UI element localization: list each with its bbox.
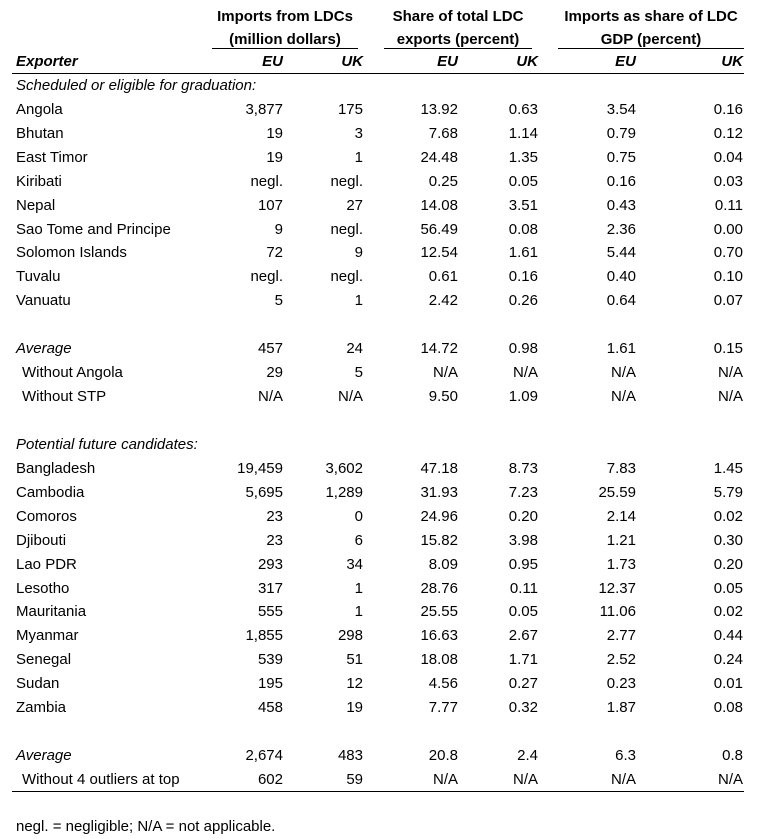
cell-imports-uk: 12: [346, 675, 363, 692]
cell-share-uk: 3.98: [508, 532, 538, 549]
cell-gdp-uk: 0.11: [714, 197, 743, 214]
cell-share-uk: 0.63: [508, 101, 538, 118]
cell-imports-uk: 6: [354, 532, 363, 549]
cell-imports-uk: 1: [354, 603, 363, 620]
row-name: Sudan: [16, 675, 60, 692]
cell-share-uk: 0.11: [509, 580, 538, 597]
cell-gdp-uk: 0.04: [713, 149, 743, 166]
table-row: [0, 672, 760, 696]
header-share: [384, 5, 532, 51]
cell-share-eu: 25.55: [420, 603, 458, 620]
cell-gdp-uk: N/A: [717, 364, 743, 381]
cell-imports-uk: 51: [346, 651, 363, 668]
cell-share-eu: 16.63: [420, 627, 458, 644]
cell-gdp-uk: 0.12: [713, 125, 743, 142]
cell-gdp-uk: 0.10: [713, 268, 743, 285]
cell-gdp-eu: 0.79: [606, 125, 636, 142]
cell-share-uk: 1.14: [508, 125, 538, 142]
cell-share-eu: N/A: [432, 364, 458, 381]
summary-row: [0, 768, 760, 792]
cell-share-uk: N/A: [512, 364, 538, 381]
cell-imports-eu: 539: [257, 651, 283, 668]
row-name: Djibouti: [16, 532, 67, 549]
header-imports-underline: [212, 48, 358, 49]
row-name: Angola: [16, 101, 63, 118]
cell-imports-eu: negl.: [250, 268, 283, 285]
row-name: Kiribati: [16, 173, 62, 190]
header-imports-eu: EU: [262, 53, 283, 70]
table-row: [0, 218, 760, 242]
cell-share-uk: 0.05: [508, 173, 538, 190]
header-gdp-line1: Imports as share of LDC: [564, 8, 738, 25]
cell-gdp-eu: 1.61: [606, 340, 636, 357]
cell-imports-eu: 9: [274, 221, 283, 238]
cell-gdp-uk: 0.44: [713, 627, 743, 644]
cell-imports-eu: 293: [257, 556, 283, 573]
cell-imports-uk: 5: [354, 364, 363, 381]
row-name: Cambodia: [16, 484, 85, 501]
cell-gdp-eu: 2.14: [606, 508, 636, 525]
cell-imports-eu: 5,695: [245, 484, 283, 501]
cell-share-eu: 24.48: [420, 149, 458, 166]
cell-gdp-uk: 0.70: [713, 244, 743, 261]
cell-share-eu: 15.82: [420, 532, 458, 549]
table-row: [0, 624, 760, 648]
cell-gdp-eu: N/A: [610, 388, 636, 405]
cell-gdp-eu: 7.83: [606, 460, 636, 477]
header-share-line2: exports (percent): [396, 31, 520, 48]
cell-gdp-eu: 1.21: [606, 532, 636, 549]
cell-gdp-eu: 5.44: [606, 244, 636, 261]
cell-share-uk: N/A: [512, 771, 538, 788]
cell-share-uk: 8.73: [508, 460, 538, 477]
cell-gdp-eu: 0.16: [606, 173, 636, 190]
cell-imports-uk: 34: [346, 556, 363, 573]
cell-share-uk: 0.95: [508, 556, 538, 573]
cell-share-uk: 1.35: [508, 149, 538, 166]
row-name: Vanuatu: [16, 292, 71, 309]
cell-share-uk: 0.98: [508, 340, 538, 357]
cell-imports-eu: 3,877: [245, 101, 283, 118]
cell-imports-uk: 24: [346, 340, 363, 357]
cell-gdp-eu: 0.23: [606, 675, 636, 692]
cell-imports-eu: 458: [257, 699, 283, 716]
cell-imports-uk: 59: [346, 771, 363, 788]
cell-imports-eu: N/A: [257, 388, 283, 405]
cell-share-uk: 7.23: [508, 484, 538, 501]
cell-imports-uk: 19: [346, 699, 363, 716]
cell-imports-eu: 23: [266, 532, 283, 549]
cell-gdp-eu: 0.43: [606, 197, 636, 214]
cell-gdp-eu: 0.40: [606, 268, 636, 285]
cell-share-eu: 24.96: [420, 508, 458, 525]
cell-gdp-uk: 0.02: [713, 508, 743, 525]
cell-share-eu: 18.08: [420, 651, 458, 668]
cell-gdp-uk: 0.24: [713, 651, 743, 668]
header-share-underline: [384, 48, 532, 49]
table-row: [0, 648, 760, 672]
cell-gdp-uk: 0.20: [713, 556, 743, 573]
cell-gdp-uk: 1.45: [713, 460, 743, 477]
header-share-line1: Share of total LDC: [392, 8, 524, 25]
row-name: Solomon Islands: [16, 244, 127, 261]
cell-share-eu: 31.93: [420, 484, 458, 501]
cell-gdp-uk: 0.00: [713, 221, 743, 238]
header-share-eu: EU: [437, 53, 458, 70]
summary-row: [0, 385, 760, 409]
header-gdp-line2: GDP (percent): [600, 31, 702, 48]
row-name: Average: [16, 340, 72, 357]
table-row: [0, 194, 760, 218]
cell-share-eu: N/A: [432, 771, 458, 788]
cell-share-uk: 2.67: [508, 627, 538, 644]
row-name: Without Angola: [22, 364, 123, 381]
table-row: [0, 170, 760, 194]
cell-imports-eu: 23: [266, 508, 283, 525]
row-name: Without 4 outliers at top: [22, 771, 180, 788]
cell-share-eu: 47.18: [420, 460, 458, 477]
cell-gdp-eu: N/A: [610, 771, 636, 788]
cell-imports-uk: N/A: [337, 388, 363, 405]
row-name: Average: [16, 747, 72, 764]
row-name: Sao Tome and Principe: [16, 221, 171, 238]
cell-share-eu: 0.25: [428, 173, 458, 190]
cell-gdp-eu: 6.3: [615, 747, 636, 764]
cell-imports-eu: 195: [257, 675, 283, 692]
cell-share-uk: 1.61: [508, 244, 538, 261]
cell-imports-eu: 19: [266, 149, 283, 166]
cell-imports-uk: 9: [354, 244, 363, 261]
row-name: Comoros: [16, 508, 77, 525]
cell-share-uk: 0.26: [508, 292, 538, 309]
cell-gdp-eu: 0.64: [606, 292, 636, 309]
cell-gdp-uk: 0.01: [713, 675, 743, 692]
cell-gdp-uk: 0.08: [713, 699, 743, 716]
cell-imports-eu: 5: [274, 292, 283, 309]
cell-imports-eu: 72: [266, 244, 283, 261]
cell-share-eu: 12.54: [420, 244, 458, 261]
header-gdp-eu: EU: [615, 53, 636, 70]
cell-imports-uk: 175: [337, 101, 363, 118]
cell-gdp-eu: 25.59: [598, 484, 636, 501]
cell-imports-uk: negl.: [330, 173, 363, 190]
cell-share-eu: 4.56: [428, 675, 458, 692]
cell-gdp-eu: 12.37: [598, 580, 636, 597]
table-row: [0, 505, 760, 529]
cell-imports-eu: 107: [257, 197, 283, 214]
cell-imports-uk: 1: [354, 580, 363, 597]
cell-share-eu: 2.42: [428, 292, 458, 309]
cell-imports-uk: 0: [354, 508, 363, 525]
header-exporter: Exporter: [16, 53, 78, 70]
cell-share-uk: 0.05: [508, 603, 538, 620]
table-row: [0, 289, 760, 313]
table-row: [0, 457, 760, 481]
cell-imports-uk: 1,289: [325, 484, 363, 501]
table-row: [0, 577, 760, 601]
cell-imports-eu: 29: [266, 364, 283, 381]
cell-imports-eu: 19,459: [237, 460, 283, 477]
header-gdp-uk: UK: [721, 53, 743, 70]
cell-gdp-uk: N/A: [717, 771, 743, 788]
section2-title: Potential future candidates:: [16, 436, 198, 453]
header-imports-line2: (million dollars): [229, 31, 341, 48]
cell-share-uk: 2.4: [517, 747, 538, 764]
cell-imports-uk: 1: [354, 149, 363, 166]
row-name: Mauritania: [16, 603, 87, 620]
cell-share-eu: 28.76: [420, 580, 458, 597]
cell-imports-eu: 317: [257, 580, 283, 597]
header-imports: [212, 5, 358, 51]
table-row: [0, 553, 760, 577]
section1-title: Scheduled or eligible for graduation:: [16, 77, 257, 94]
row-name: Without STP: [22, 388, 107, 405]
cell-imports-uk: negl.: [330, 268, 363, 285]
cell-share-eu: 20.8: [428, 747, 458, 764]
cell-share-eu: 8.09: [428, 556, 458, 573]
cell-share-eu: 14.72: [420, 340, 458, 357]
cell-imports-uk: 3,602: [325, 460, 363, 477]
cell-share-eu: 0.61: [428, 268, 458, 285]
header-imports-uk: UK: [341, 53, 363, 70]
row-name: Tuvalu: [16, 268, 61, 285]
cell-gdp-eu: 1.73: [606, 556, 636, 573]
cell-share-uk: 0.16: [508, 268, 538, 285]
cell-share-eu: 13.92: [420, 101, 458, 118]
cell-share-uk: 0.27: [508, 675, 538, 692]
cell-imports-eu: negl.: [250, 173, 283, 190]
cell-gdp-uk: 0.03: [713, 173, 743, 190]
cell-imports-uk: 298: [337, 627, 363, 644]
cell-share-eu: 7.68: [428, 125, 458, 142]
row-name: Lesotho: [16, 580, 70, 597]
cell-imports-eu: 1,855: [245, 627, 283, 644]
row-name: Lao PDR: [16, 556, 77, 573]
row-name: Bangladesh: [16, 460, 96, 477]
cell-gdp-uk: 0.30: [713, 532, 743, 549]
table-row: [0, 146, 760, 170]
cell-share-eu: 56.49: [420, 221, 458, 238]
header-share-uk: UK: [516, 53, 538, 70]
cell-gdp-eu: 2.52: [606, 651, 636, 668]
cell-imports-eu: 2,674: [245, 747, 283, 764]
cell-gdp-eu: 11.06: [599, 603, 636, 620]
cell-share-eu: 9.50: [428, 388, 458, 405]
table-row: [0, 241, 760, 265]
cell-share-uk: 1.09: [508, 388, 538, 405]
cell-imports-uk: 3: [354, 125, 363, 142]
cell-imports-eu: 555: [257, 603, 283, 620]
cell-imports-uk: 483: [337, 747, 363, 764]
cell-share-uk: 0.20: [508, 508, 538, 525]
cell-gdp-eu: 2.36: [606, 221, 636, 238]
header-gdp: [558, 5, 744, 51]
row-name: Senegal: [16, 651, 72, 668]
cell-gdp-eu: 2.77: [606, 627, 636, 644]
cell-gdp-eu: 0.75: [606, 149, 636, 166]
header-gdp-underline: [558, 48, 744, 49]
cell-gdp-uk: 5.79: [713, 484, 743, 501]
table-row: [0, 98, 760, 122]
cell-imports-uk: 1: [354, 292, 363, 309]
cell-gdp-eu: 1.87: [606, 699, 636, 716]
table-row: [0, 600, 760, 624]
cell-share-eu: 7.77: [428, 699, 458, 716]
row-name: Zambia: [16, 699, 67, 716]
row-name: Nepal: [16, 197, 56, 214]
cell-gdp-eu: 3.54: [606, 101, 636, 118]
cell-imports-eu: 457: [257, 340, 283, 357]
cell-gdp-uk: 0.05: [713, 580, 743, 597]
table-row: [0, 481, 760, 505]
cell-gdp-eu: N/A: [610, 364, 636, 381]
cell-share-uk: 1.71: [508, 651, 538, 668]
cell-share-eu: 14.08: [420, 197, 458, 214]
table-row: [0, 529, 760, 553]
cell-gdp-uk: 0.16: [713, 101, 743, 118]
summary-row-average: [0, 337, 760, 361]
cell-gdp-uk: 0.8: [722, 747, 743, 764]
header-imports-line1: Imports from LDCs: [217, 8, 353, 25]
footnote: negl. = negligible; N/A = not applicable.: [16, 818, 276, 835]
cell-gdp-uk: 0.02: [713, 603, 743, 620]
bottom-rule: [12, 791, 744, 792]
cell-gdp-uk: 0.07: [713, 292, 743, 309]
cell-share-uk: 3.51: [508, 197, 538, 214]
cell-imports-uk: 27: [346, 197, 363, 214]
row-name: Myanmar: [16, 627, 79, 644]
summary-row-average: [0, 744, 760, 768]
table-row: [0, 696, 760, 720]
cell-gdp-uk: 0.15: [713, 340, 743, 357]
row-name: Bhutan: [16, 125, 64, 142]
row-name: East Timor: [16, 149, 88, 166]
cell-gdp-uk: N/A: [717, 388, 743, 405]
cell-imports-uk: negl.: [330, 221, 363, 238]
cell-imports-eu: 19: [266, 125, 283, 142]
cell-imports-eu: 602: [257, 771, 283, 788]
cell-share-uk: 0.08: [508, 221, 538, 238]
table-row: [0, 265, 760, 289]
table-row: [0, 122, 760, 146]
cell-share-uk: 0.32: [508, 699, 538, 716]
summary-row: [0, 361, 760, 385]
